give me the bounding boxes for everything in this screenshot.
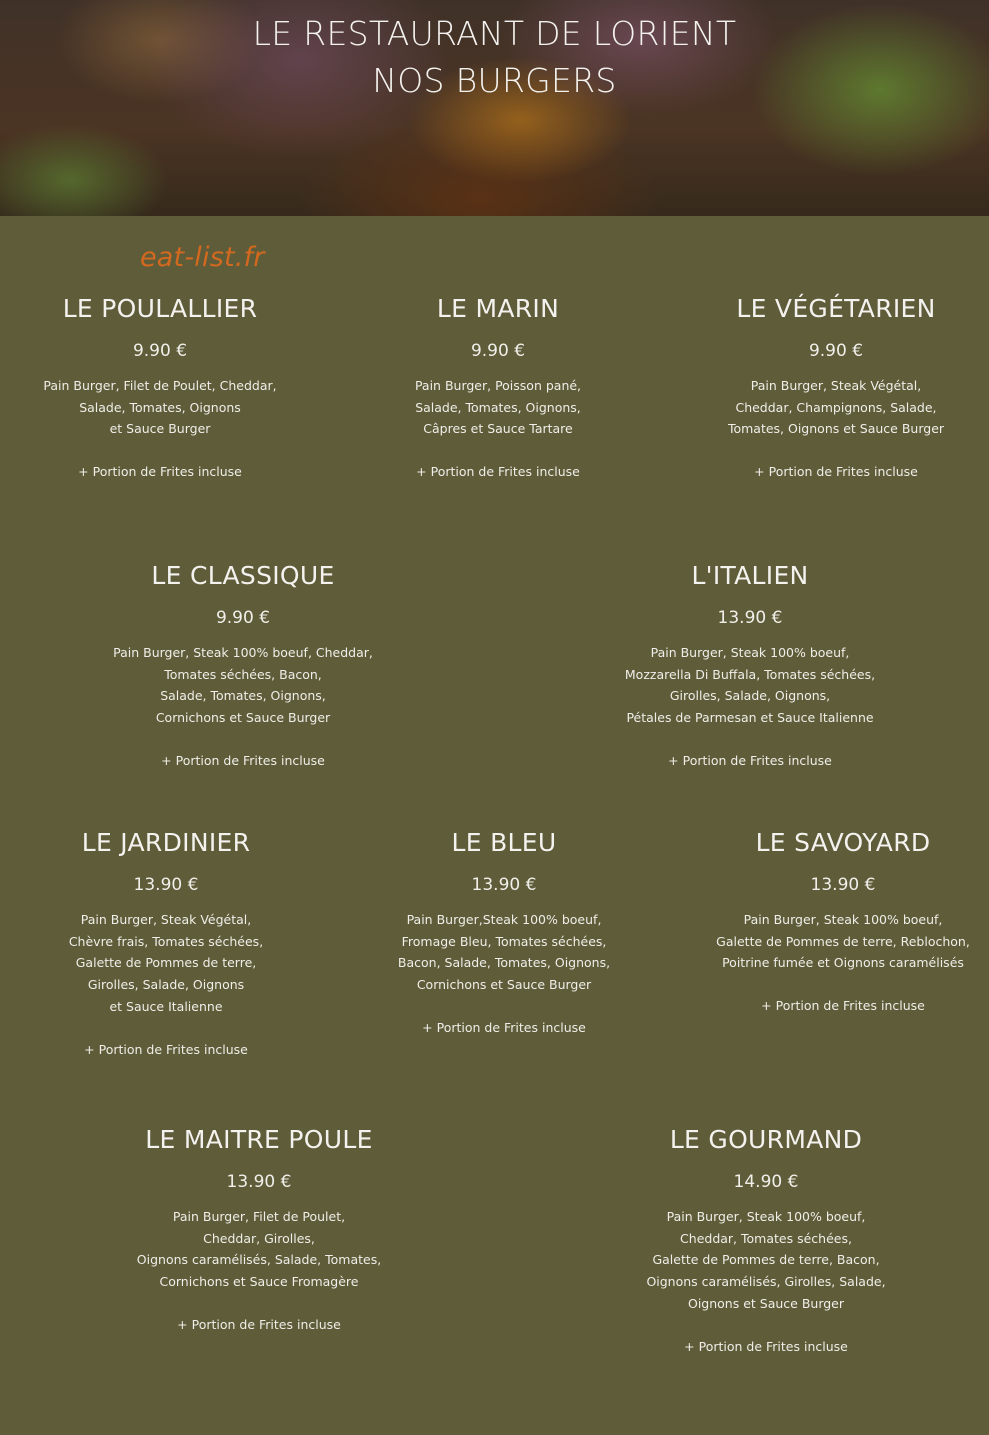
item-fries-note: + Portion de Frites incluse <box>177 1316 341 1332</box>
item-description: Pain Burger, Poisson pané, Salade, Tomates, Oignons, Câpres et Sauce Tartare <box>414 378 582 437</box>
item-fries-note: + Portion de Frites incluse <box>422 1019 586 1035</box>
item-description: Pain Burger, Filet de Poulet, Cheddar, Salade, Tomates, Oignons et Sauce Burger <box>43 378 277 437</box>
item-description: Pain Burger, Steak 100% boeuf, Galette de Pommes de terre, Reblochon, Poitrine fumée et Oignons caramélisés <box>716 912 970 971</box>
menu-section-title: NOS BURGERS <box>372 61 617 100</box>
item-description: Pain Burger, Steak 100% boeuf, Mozzarella Di Buffala, Tomates séchées, Girolles, Salade, Oignons, Pétales de Parmesan et Sauce Italienne <box>624 645 876 726</box>
item-name: LE POULALLIER <box>62 294 258 323</box>
item-name: L'ITALIEN <box>691 561 809 590</box>
item-price: 13.90 € <box>471 875 537 895</box>
item-name: LE CLASSIQUE <box>151 561 335 590</box>
item-price: 14.90 € <box>733 1172 799 1192</box>
menu-item-le-maitre-poule <box>109 1125 409 1335</box>
item-fries-note: + Portion de Frites incluse <box>416 464 580 480</box>
item-price: 9.90 € <box>808 341 864 361</box>
menu-item-le-gourmand <box>616 1125 916 1357</box>
item-name: LE MAITRE POULE <box>145 1125 373 1154</box>
item-name: LE GOURMAND <box>669 1125 863 1154</box>
item-description: Pain Burger, Filet de Poulet, Cheddar, Girolles, Oignons caramélisés, Salade, Tomates, Cornichons et Sauce Fromagère <box>136 1209 382 1290</box>
menu-item-le-marin <box>358 294 638 482</box>
restaurant-title: LE RESTAURANT DE LORIENT <box>252 14 737 53</box>
watermark: eat-list.fr <box>140 242 265 273</box>
item-name: LE VÉGÉTARIEN <box>736 294 936 323</box>
menu-item-le-classique <box>93 561 393 771</box>
menu-item-l-italien <box>600 561 900 771</box>
item-description: Pain Burger, Steak Végétal, Cheddar, Champignons, Salade, Tomates, Oignons et Sauce Burger <box>727 378 945 437</box>
menu-item-le-jardinier <box>26 828 306 1060</box>
item-fries-note: + Portion de Frites incluse <box>668 752 832 768</box>
item-description: Pain Burger, Steak 100% boeuf, Cheddar, Tomates séchées, Galette de Pommes de terre, Bacon, Oignons caramélisés, Girolles, Salade, Oignons et Sauce Burger <box>646 1209 886 1311</box>
menu-item-le-bleu <box>364 828 644 1038</box>
item-price: 13.90 € <box>133 875 199 895</box>
item-description: Pain Burger, Steak Végétal, Chèvre frais, Tomates séchées, Galette de Pommes de terre, Girolles, Salade, Oignons et Sauce Italienne <box>68 912 264 1014</box>
item-price: 9.90 € <box>132 341 188 361</box>
item-price: 13.90 € <box>717 608 783 628</box>
item-description: Pain Burger,Steak 100% boeuf, Fromage Bleu, Tomates séchées, Bacon, Salade, Tomates, Oignons, Cornichons et Sauce Burger <box>397 912 611 993</box>
item-price: 13.90 € <box>810 875 876 895</box>
item-price: 9.90 € <box>470 341 526 361</box>
item-price: 9.90 € <box>215 608 271 628</box>
item-fries-note: + Portion de Frites incluse <box>78 464 242 480</box>
menu-item-le-vegetarien <box>696 294 976 482</box>
item-price: 13.90 € <box>226 1172 292 1192</box>
item-fries-note: + Portion de Frites incluse <box>84 1041 248 1057</box>
item-name: LE SAVOYARD <box>755 828 931 857</box>
menu-item-le-poulallier <box>20 294 300 482</box>
item-fries-note: + Portion de Frites incluse <box>754 464 918 480</box>
item-fries-note: + Portion de Frites incluse <box>161 752 325 768</box>
item-name: LE BLEU <box>451 828 557 857</box>
header-banner <box>0 0 989 216</box>
item-description: Pain Burger, Steak 100% boeuf, Cheddar, Tomates séchées, Bacon, Salade, Tomates, Oignons, Cornichons et Sauce Burger <box>113 645 373 726</box>
item-fries-note: + Portion de Frites incluse <box>761 998 925 1014</box>
menu-item-le-savoyard <box>693 828 989 1016</box>
item-fries-note: + Portion de Frites incluse <box>684 1338 848 1354</box>
item-name: LE JARDINIER <box>81 828 251 857</box>
item-name: LE MARIN <box>436 294 560 323</box>
